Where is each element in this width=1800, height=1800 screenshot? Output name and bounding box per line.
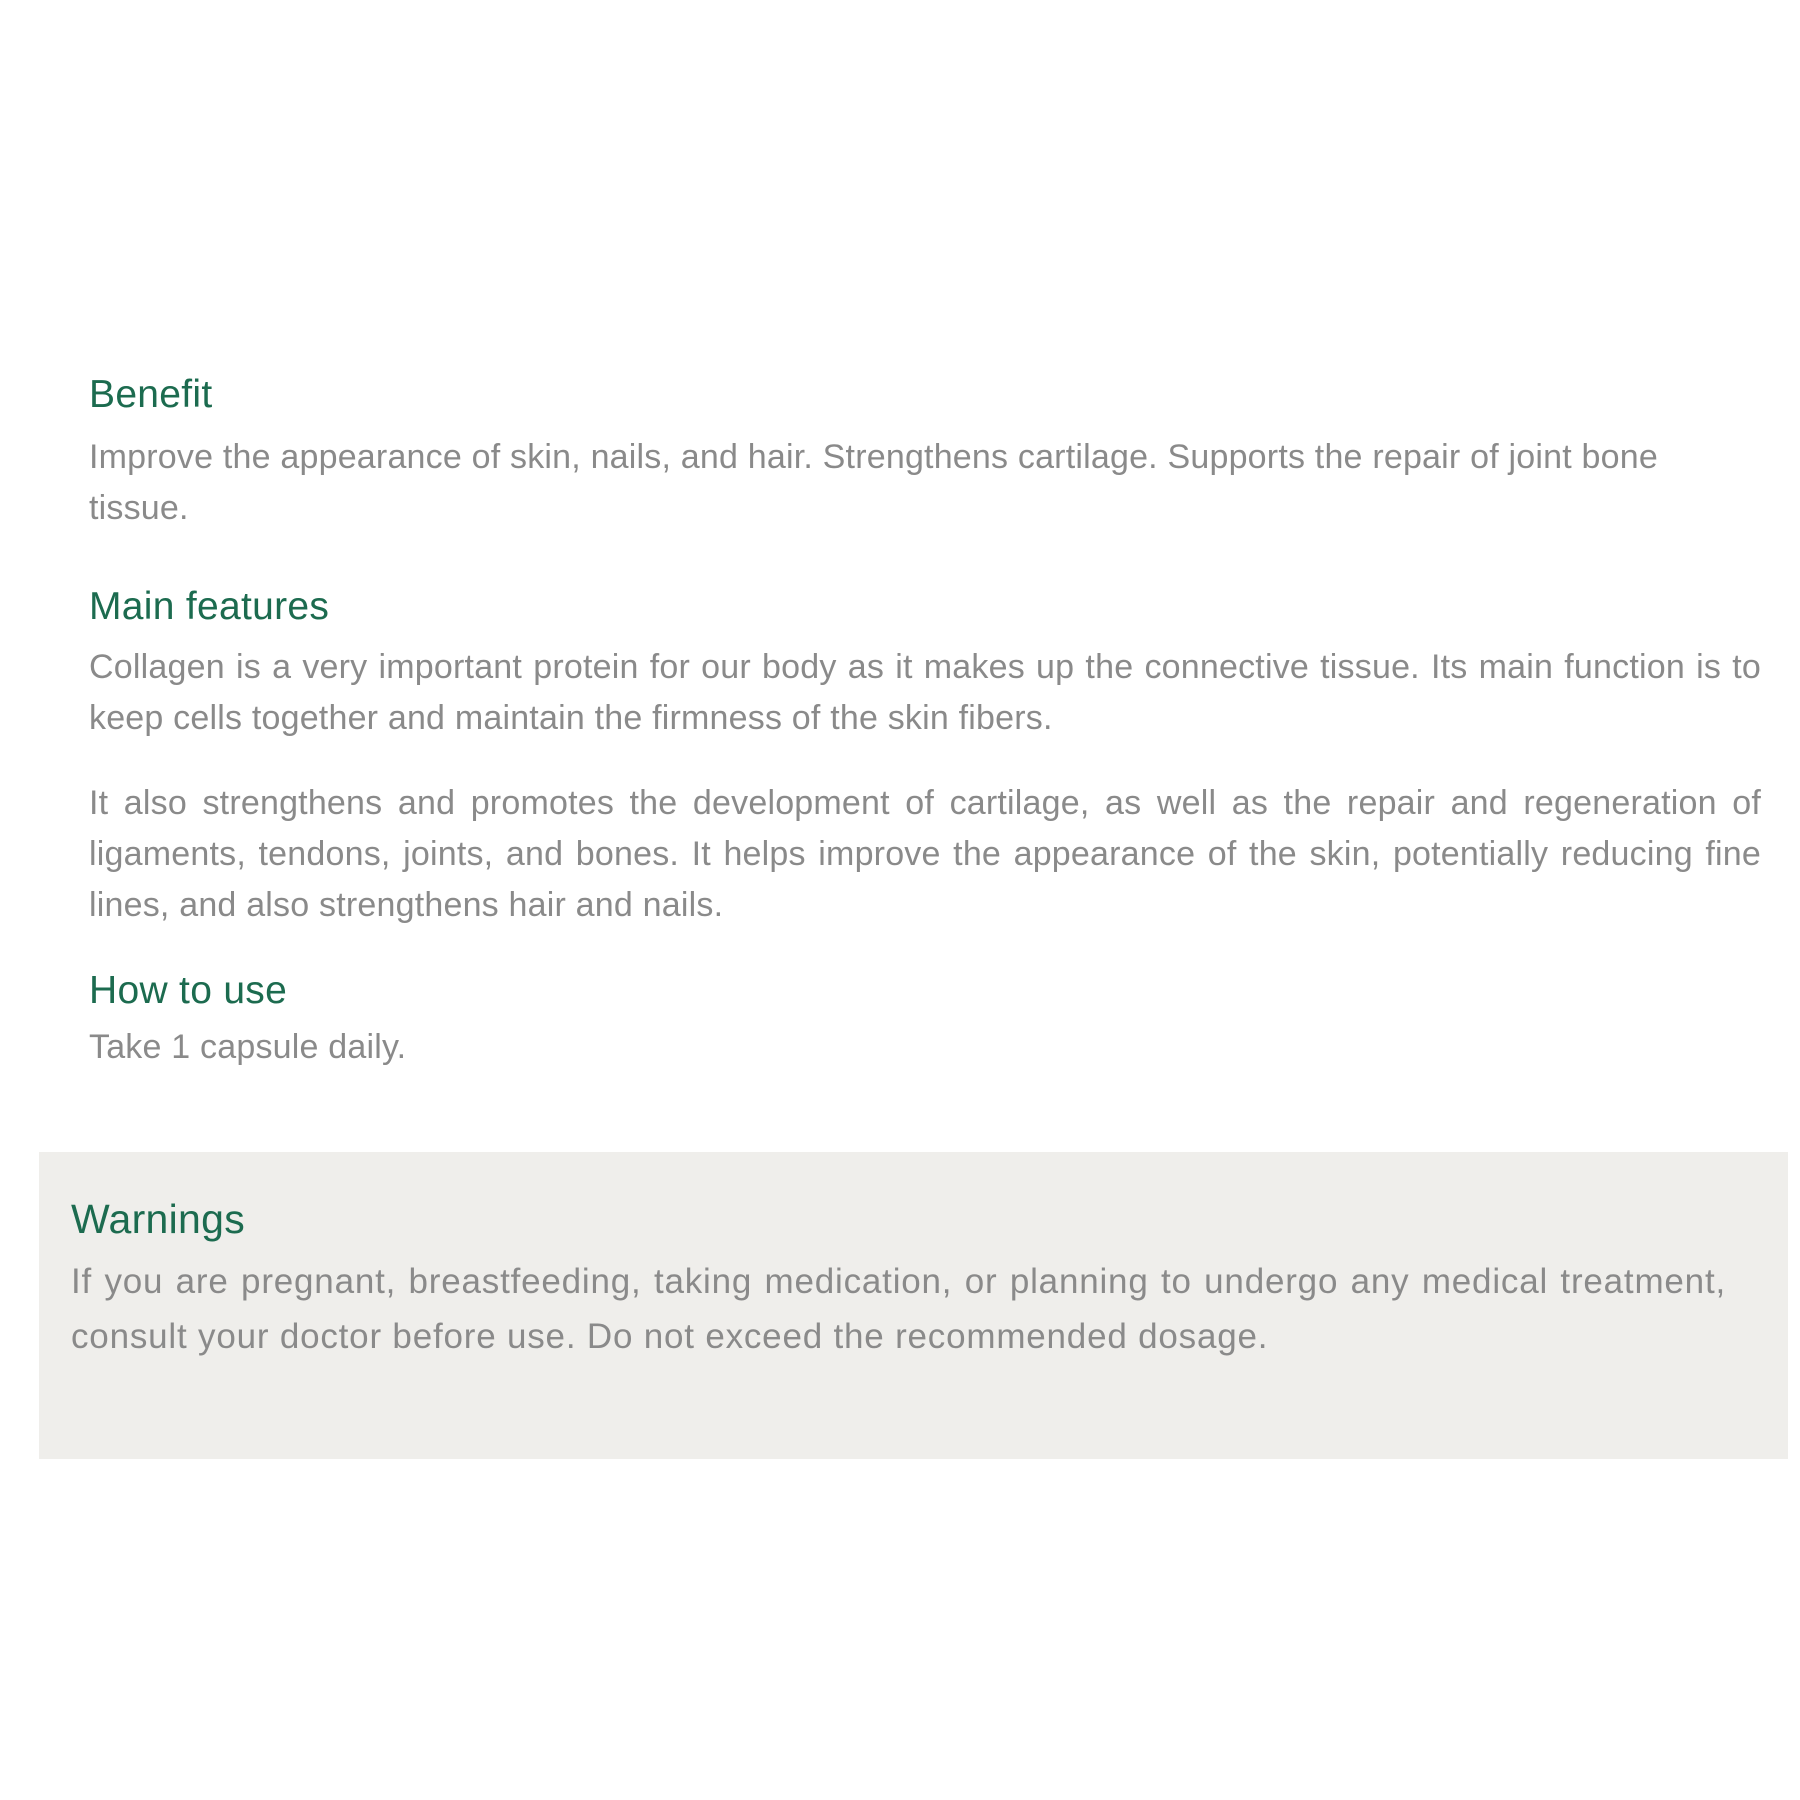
how-to-use-heading: How to use — [89, 969, 288, 1012]
how-to-use-text: Take 1 capsule daily. — [89, 1028, 407, 1066]
main-features-heading: Main features — [89, 585, 330, 628]
warnings-panel — [39, 1152, 1788, 1459]
warnings-content — [71, 1196, 1726, 1364]
how-to-use-section — [89, 968, 1761, 1073]
main-features-paragraph-2: It also strengthens and promotes the development of cartilage, as well as the repair and regeneration of ligaments, tendons, joints, and bones. It helps improve the appearance of the skin, potentially reducing fine lines, and also strengthens hair and nails. — [89, 784, 1761, 924]
benefit-text: Improve the appearance of skin, nails, and hair. Strengthens cartilage. Supports the repair of joint bone tissue. — [89, 438, 1658, 527]
benefit-heading: Benefit — [89, 373, 213, 416]
warnings-heading: Warnings — [71, 1196, 246, 1242]
main-features-section — [89, 584, 1761, 931]
warnings-text: If you are pregnant, breastfeeding, taking medication, or planning to undergo any medical treatment, consult your doctor before use. Do not exceed the recommended dosage. — [71, 1262, 1726, 1356]
benefit-section — [89, 372, 1761, 534]
main-features-paragraph-1: Collagen is a very important protein for our body as it makes up the connective tissue. Its main function is to keep cells together and maintain the firmness of the skin fibers. — [89, 648, 1761, 737]
